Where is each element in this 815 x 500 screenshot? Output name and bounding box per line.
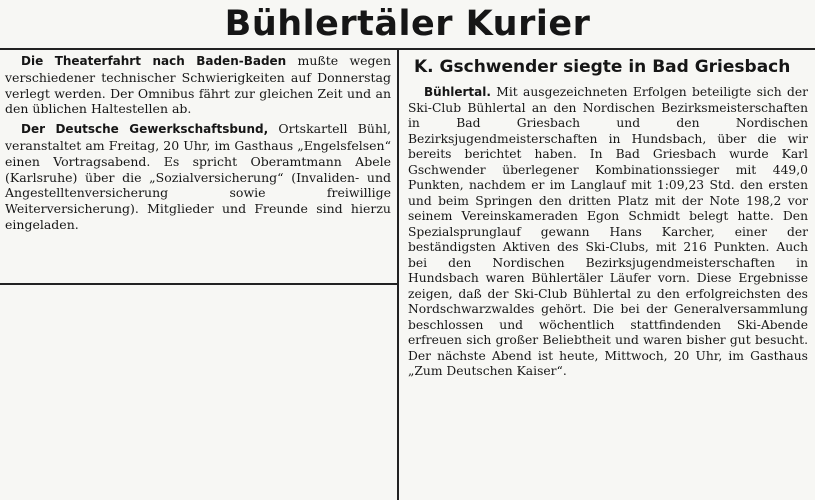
right-column — [408, 53, 808, 384]
article-ski-club — [408, 85, 808, 380]
article-body: Mit ausgezeichneten Erfolgen beteiligte sich der Ski-Club Bühlertal an den Nordischen Bezirksmeisterschaften in Bad Griesbach und den Nordischen Bezirksjugendmeisterschaften in Hundsbach, über die wir bereits berichtet haben. In Bad Griesbach wurde Karl Gschwender überlegener Kombinationssieger mit 449,0 Punkten, nachdem er im Langlauf mit 1:09,23 Std. den ersten und beim Springen den dritten Platz mit der Note 198,2 vor seinem Vereinskameraden Egon Schmidt belegt hatte. Den Spezialsprunglauf gewann Hans Karcher, einer der beständigsten Aktiven des Ski-Clubs, mit 216 Punkten. Auch bei den Nordischen Bezirksjugendmeisterschaften in Hundsbach waren Bühlertäler Läufer vorn. Diese Ergebnisse zeigen, daß der Ski-Club Bühlertal zu den erfolgreichsten des Nordschwarzwaldes gehört. Die bei der Generalversammlung beschlossen und wöchentlich stattfindenden Ski-Abende erfreuen sich großer Beliebtheit und waren bisher gut besucht. Der nächste Abend ist heute, Mittwoch, 20 Uhr, im Gasthaus „Zum Deutschen Kaiser“. — [408, 85, 808, 378]
left-column — [5, 53, 391, 237]
newspaper-masthead: Bühlertäler Kurier — [224, 4, 591, 44]
article-headline: K. Gschwender siegte in Bad Griesbach — [414, 57, 791, 77]
article-body: Ortskartell Bühl, veranstaltet am Freitag, 20 Uhr, im Gasthaus „Engelsfelsen“ einen Vortragsabend. Es spricht Oberamtmann Abele (Karlsruhe) über die „Sozialversicherung“ (Invaliden- und Angestelltenversicherung sowie freiwillige Weiterversicherung). Mitglieder und Freunde sind hierzu eingeladen. — [5, 121, 391, 232]
article-body: mußte wegen verschiedener technischer Schwierigkeiten auf Donnerstag verlegt werden. Der Omnibus fährt zur gleichen Zeit und an den üblichen Haltestellen ab. — [5, 53, 392, 117]
left-column-end-rule — [0, 283, 397, 285]
article-gewerkschaftsbund — [5, 121, 391, 233]
article-lead: Der Deutsche Gewerkschaftsbund, — [21, 122, 269, 137]
article-theaterfahrt — [5, 53, 391, 117]
article-lead: Bühlertal. — [424, 85, 491, 99]
masthead-rule — [0, 48, 815, 50]
column-divider — [397, 50, 399, 500]
article-lead: Die Theaterfahrt nach Baden-Baden — [21, 54, 287, 68]
